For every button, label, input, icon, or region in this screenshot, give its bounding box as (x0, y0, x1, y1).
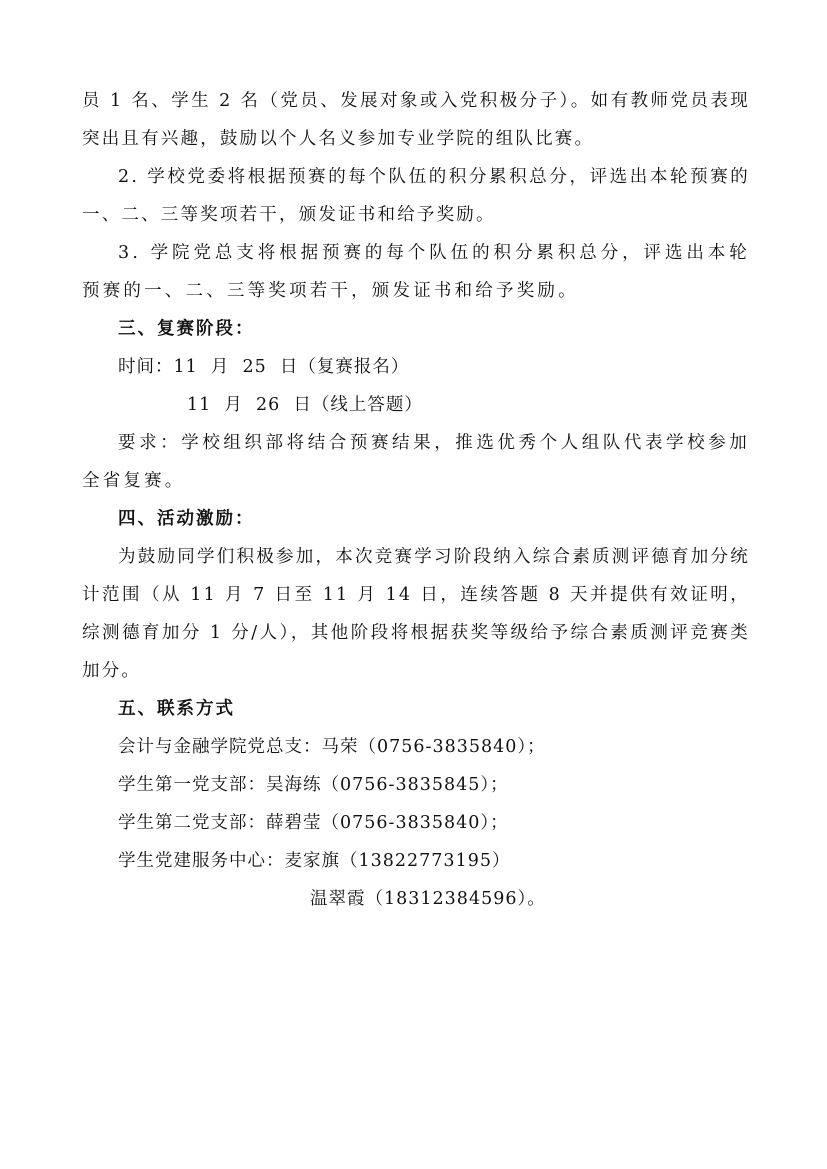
paragraph-school-award: 2. 学校党委将根据预赛的每个队伍的积分累积总分，评选出本轮预赛的一、二、三等奖项若干，颁发证书和给予奖励。 (82, 167, 750, 225)
heading-contact-info: 五、联系方式 (118, 699, 235, 719)
heading-semifinal-stage: 三、复赛阶段： (118, 319, 255, 339)
paragraph-team-composition: 员 1 名、学生 2 名（党员、发展对象或入党积极分子）。如有教师党员表现突出且有兴趣，鼓励以个人名义参加专业学院的组队比赛。 (82, 91, 750, 149)
paragraph-college-award: 3. 学院党总支将根据预赛的每个队伍的积分累积总分，评选出本轮预赛的一、二、三等奖项若干，颁发证书和给予奖励。 (82, 243, 750, 301)
contact-service-center-second: 温翠霞（18312384596）。 (310, 889, 546, 909)
semifinal-time-registration: 时间：11 月 25 日（复赛报名） (118, 357, 410, 377)
contact-service-center: 学生党建服务中心：麦家旗（13822773195） (118, 851, 511, 871)
semifinal-time-online: 11 月 26 日（线上答题） (187, 395, 423, 415)
paragraph-incentive: 为鼓励同学们积极参加，本次竞赛学习阶段纳入综合素质测评德育加分统计范围（从 11 月 7 日至 11 月 14 日，连续答题 8 天并提供有效证明，综测德育加分 1 分/人），其他阶段将根据获奖等级给予综合素质测评竞赛类加分。 (82, 547, 750, 681)
heading-activity-incentive: 四、活动激励： (118, 509, 255, 529)
document-body (82, 82, 750, 918)
contact-first-branch: 学生第一党支部：吴海练（0756-3835845）； (118, 775, 509, 795)
paragraph-semifinal-requirement: 要求：学校组织部将结合预赛结果，推选优秀个人组队代表学校参加全省复赛。 (82, 433, 750, 491)
contact-second-branch: 学生第二党支部：薛碧莹（0756-3835840）； (118, 813, 509, 833)
contact-college-branch: 会计与金融学院党总支：马荣（0756-3835840）； (118, 737, 546, 757)
